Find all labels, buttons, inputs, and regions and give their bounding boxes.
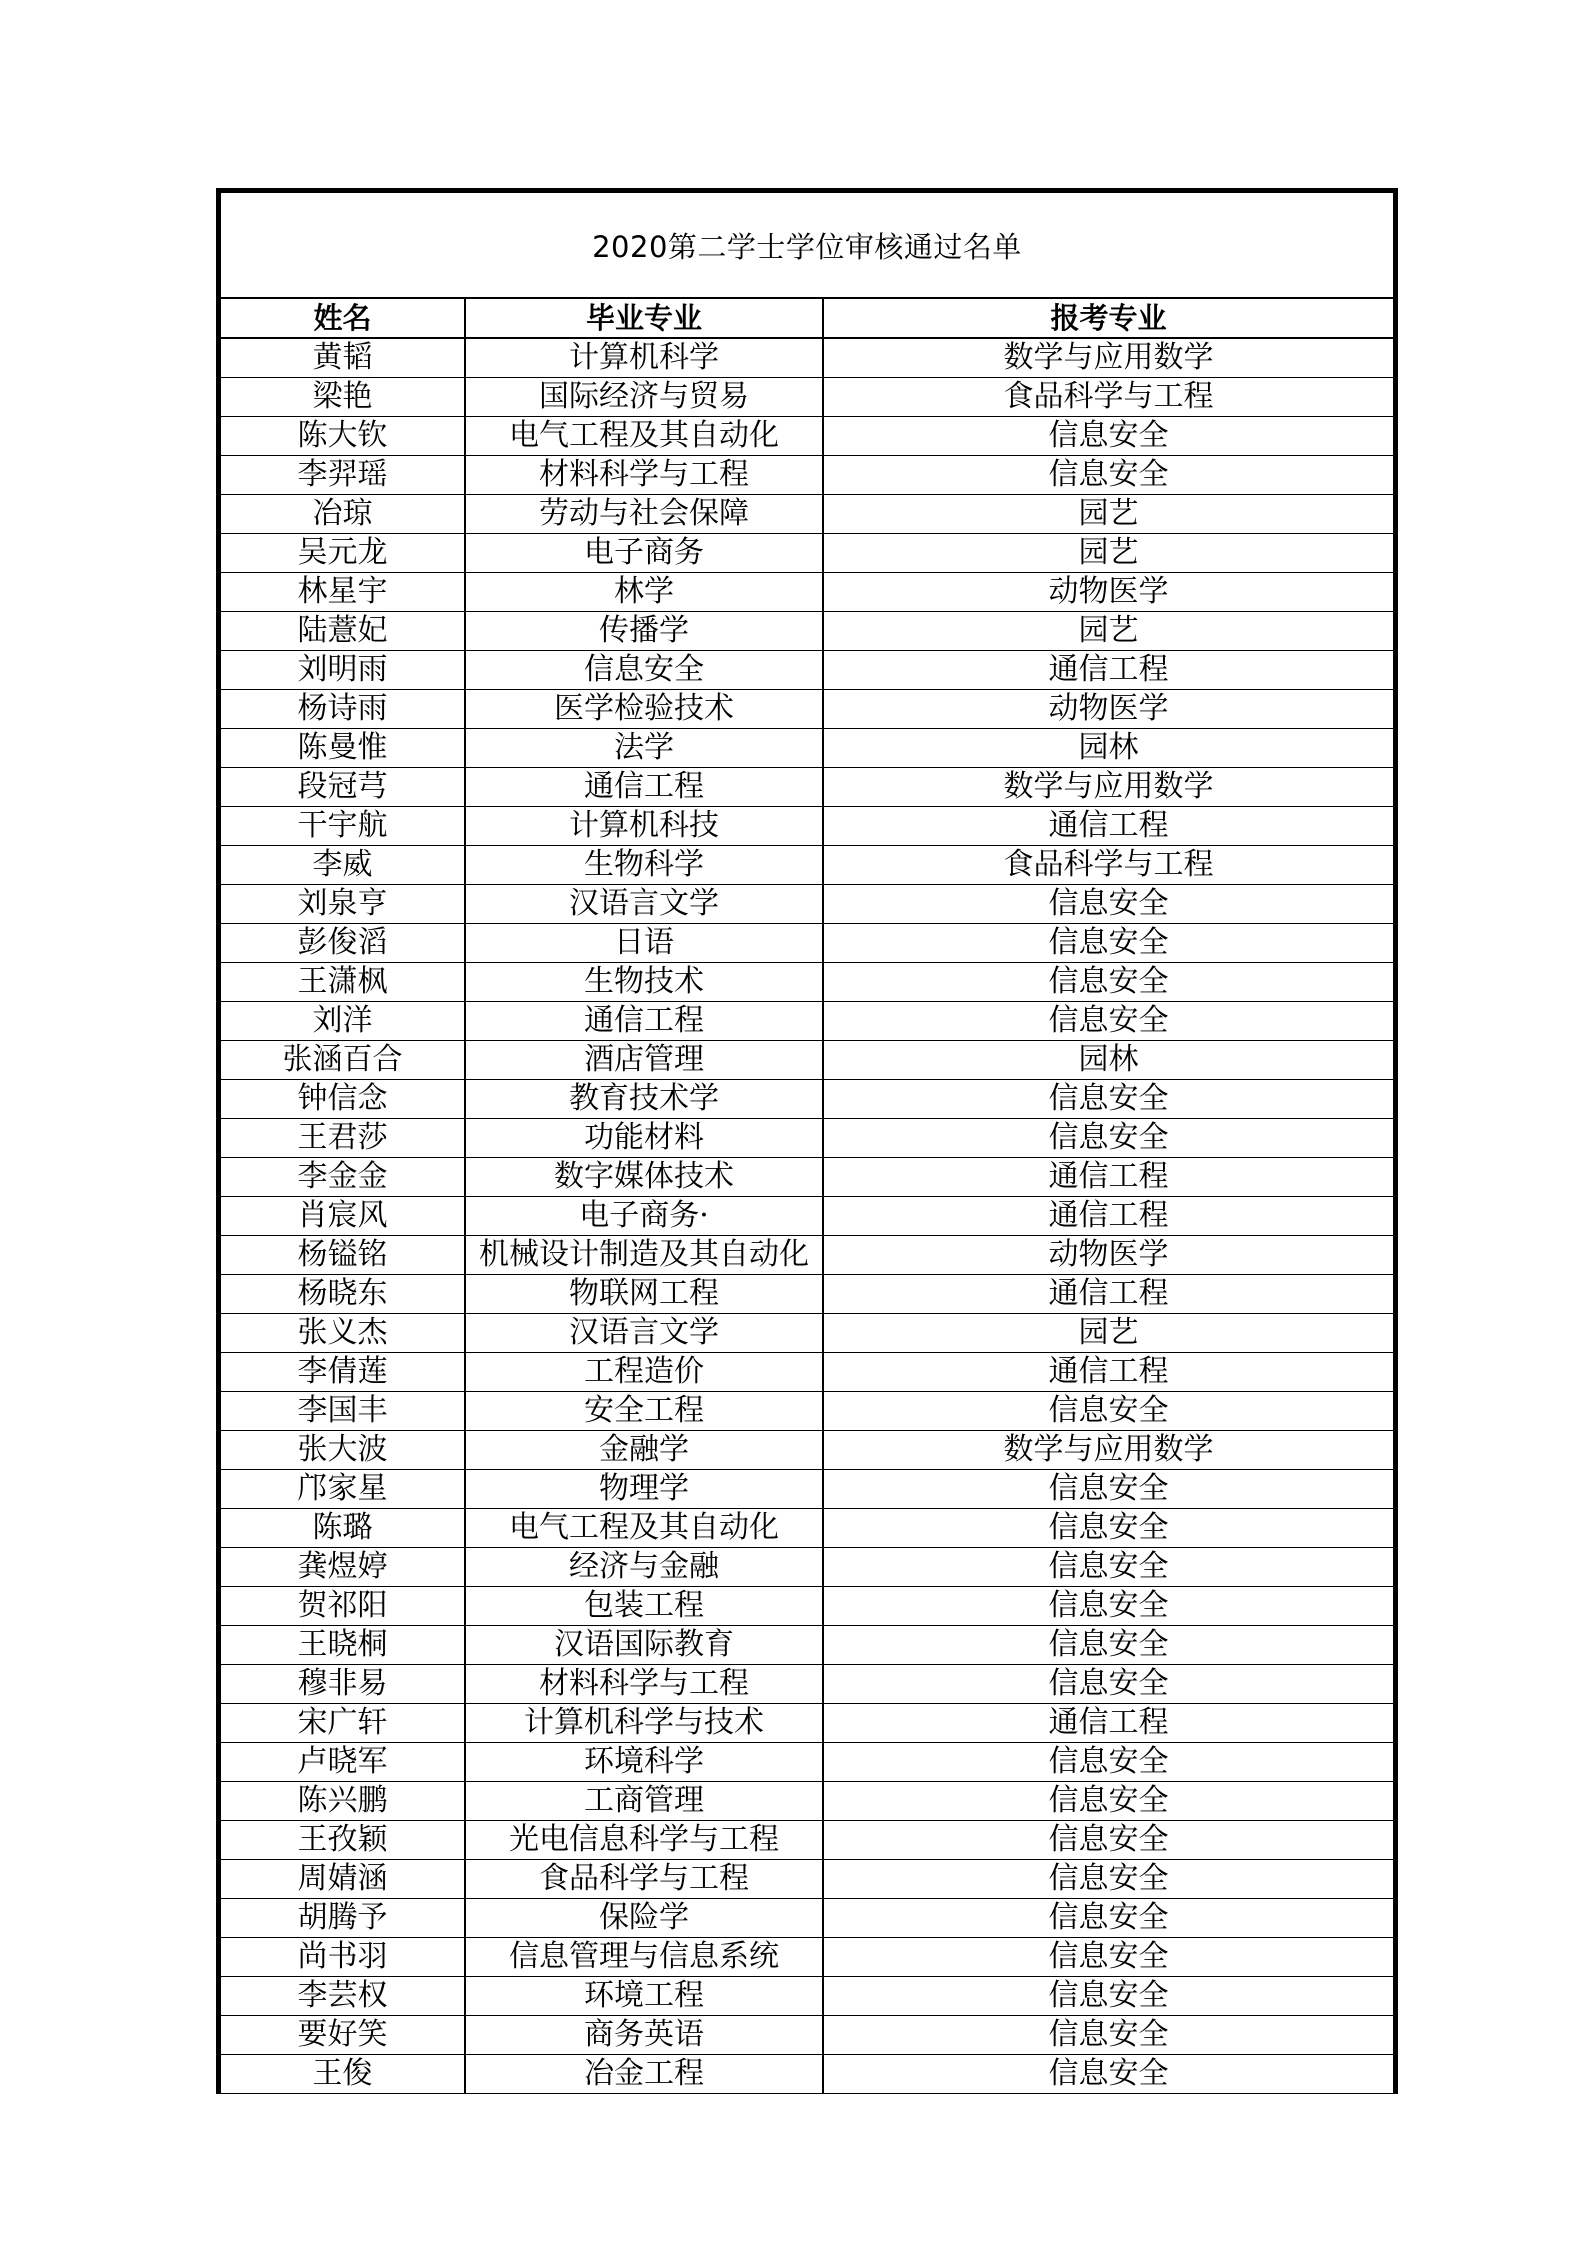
cell-applied-major: 信息安全 [823,1080,1393,1119]
cell-applied-major: 信息安全 [823,1002,1393,1041]
cell-graduated-major: 传播学 [465,612,823,651]
cell-graduated-major: 功能材料 [465,1119,823,1158]
cell-graduated-major: 经济与金融 [465,1548,823,1587]
cell-applied-major: 动物医学 [823,1236,1393,1275]
cell-graduated-major: 安全工程 [465,1392,823,1431]
cell-applied-major: 信息安全 [823,1119,1393,1158]
table-row [221,651,1393,690]
cell-graduated-major: 通信工程 [465,1002,823,1041]
cell-graduated-major: 日语 [465,924,823,963]
table-row [221,1509,1393,1548]
cell-applied-major: 动物医学 [823,690,1393,729]
table-row [221,1782,1393,1821]
cell-applied-major: 信息安全 [823,1743,1393,1782]
cell-name: 黄韬 [221,338,465,378]
cell-applied-major: 动物医学 [823,573,1393,612]
cell-name: 钟信念 [221,1080,465,1119]
cell-applied-major: 信息安全 [823,1626,1393,1665]
table-row [221,1665,1393,1704]
cell-applied-major: 信息安全 [823,1548,1393,1587]
table-row [221,534,1393,573]
cell-name: 干宇航 [221,807,465,846]
cell-applied-major: 信息安全 [823,1899,1393,1938]
cell-applied-major: 园艺 [823,612,1393,651]
table-row [221,1470,1393,1509]
cell-graduated-major: 国际经济与贸易 [465,378,823,417]
cell-name: 陆薏妃 [221,612,465,651]
table-title: 2020第二学士学位审核通过名单 [221,193,1393,299]
table-row [221,807,1393,846]
cell-name: 李芸权 [221,1977,465,2016]
cell-graduated-major: 电气工程及其自动化 [465,417,823,456]
table-row [221,846,1393,885]
table-row [221,612,1393,651]
header-name: 姓名 [221,299,465,338]
cell-graduated-major: 劳动与社会保障 [465,495,823,534]
table-row [221,573,1393,612]
cell-applied-major: 数学与应用数学 [823,1431,1393,1470]
cell-graduated-major: 材料科学与工程 [465,456,823,495]
table-row [221,1119,1393,1158]
cell-applied-major: 信息安全 [823,1977,1393,2016]
cell-graduated-major: 光电信息科学与工程 [465,1821,823,1860]
table-row [221,2055,1393,2094]
cell-name: 宋广轩 [221,1704,465,1743]
cell-graduated-major: 电子商务 [465,534,823,573]
cell-applied-major: 信息安全 [823,2016,1393,2055]
table-row [221,1431,1393,1470]
cell-applied-major: 园艺 [823,534,1393,573]
table-row [221,1548,1393,1587]
cell-graduated-major: 汉语言文学 [465,885,823,924]
cell-name: 杨镒铭 [221,1236,465,1275]
cell-graduated-major: 信息管理与信息系统 [465,1938,823,1977]
cell-name: 张涵百合 [221,1041,465,1080]
cell-graduated-major: 物联网工程 [465,1275,823,1314]
cell-applied-major: 通信工程 [823,1275,1393,1314]
cell-name: 杨诗雨 [221,690,465,729]
cell-name: 李威 [221,846,465,885]
header-graduated-major: 毕业专业 [465,299,823,338]
cell-applied-major: 园林 [823,729,1393,768]
table-row [221,885,1393,924]
cell-graduated-major: 电气工程及其自动化 [465,1509,823,1548]
cell-applied-major: 信息安全 [823,1860,1393,1899]
cell-applied-major: 通信工程 [823,1158,1393,1197]
cell-name: 李倩莲 [221,1353,465,1392]
cell-applied-major: 信息安全 [823,2055,1393,2094]
cell-graduated-major: 汉语言文学 [465,1314,823,1353]
table-row [221,495,1393,534]
cell-graduated-major: 工程造价 [465,1353,823,1392]
cell-name: 李羿瑶 [221,456,465,495]
cell-name: 王俊 [221,2055,465,2094]
cell-graduated-major: 电子商务· [465,1197,823,1236]
table-row [221,1821,1393,1860]
table-row [221,378,1393,417]
cell-name: 李国丰 [221,1392,465,1431]
table-row [221,1977,1393,2016]
cell-graduated-major: 环境工程 [465,1977,823,2016]
cell-name: 要好笑 [221,2016,465,2055]
cell-name: 刘洋 [221,1002,465,1041]
cell-name: 尚书羽 [221,1938,465,1977]
spreadsheet-table [216,188,1398,2094]
cell-name: 梁艳 [221,378,465,417]
cell-graduated-major: 医学检验技术 [465,690,823,729]
table-row [221,456,1393,495]
cell-applied-major: 园艺 [823,1314,1393,1353]
roster-table [221,299,1393,2094]
cell-name: 王君莎 [221,1119,465,1158]
cell-name: 杨晓东 [221,1275,465,1314]
cell-graduated-major: 数字媒体技术 [465,1158,823,1197]
cell-applied-major: 信息安全 [823,1665,1393,1704]
table-row [221,1236,1393,1275]
table-row [221,1392,1393,1431]
cell-graduated-major: 通信工程 [465,768,823,807]
table-row [221,690,1393,729]
cell-name: 林星宇 [221,573,465,612]
cell-applied-major: 信息安全 [823,1470,1393,1509]
cell-name: 卢晓军 [221,1743,465,1782]
cell-applied-major: 信息安全 [823,1587,1393,1626]
cell-name: 周婧涵 [221,1860,465,1899]
cell-name: 胡腾予 [221,1899,465,1938]
cell-name: 吴元龙 [221,534,465,573]
cell-graduated-major: 生物科学 [465,846,823,885]
cell-applied-major: 信息安全 [823,1509,1393,1548]
table-row [221,1353,1393,1392]
table-row [221,338,1393,378]
cell-name: 刘泉亨 [221,885,465,924]
cell-applied-major: 园林 [823,1041,1393,1080]
table-row [221,1938,1393,1977]
cell-applied-major: 信息安全 [823,1782,1393,1821]
cell-applied-major: 通信工程 [823,807,1393,846]
cell-graduated-major: 环境科学 [465,1743,823,1782]
cell-graduated-major: 信息安全 [465,651,823,690]
cell-graduated-major: 计算机科学与技术 [465,1704,823,1743]
header-row [221,299,1393,338]
cell-name: 穆非易 [221,1665,465,1704]
cell-graduated-major: 林学 [465,573,823,612]
cell-name: 王潇枫 [221,963,465,1002]
table-row [221,768,1393,807]
cell-name: 龚煜婷 [221,1548,465,1587]
cell-name: 贺祁阳 [221,1587,465,1626]
table-row [221,729,1393,768]
cell-applied-major: 信息安全 [823,1392,1393,1431]
cell-name: 张大波 [221,1431,465,1470]
cell-name: 彭俊滔 [221,924,465,963]
cell-graduated-major: 商务英语 [465,2016,823,2055]
cell-name: 邝家星 [221,1470,465,1509]
cell-name: 陈兴鹏 [221,1782,465,1821]
cell-applied-major: 通信工程 [823,1197,1393,1236]
cell-graduated-major: 教育技术学 [465,1080,823,1119]
cell-applied-major: 食品科学与工程 [823,378,1393,417]
cell-applied-major: 信息安全 [823,417,1393,456]
cell-graduated-major: 冶金工程 [465,2055,823,2094]
cell-applied-major: 信息安全 [823,924,1393,963]
table-row [221,1587,1393,1626]
cell-graduated-major: 食品科学与工程 [465,1860,823,1899]
cell-graduated-major: 汉语国际教育 [465,1626,823,1665]
cell-graduated-major: 计算机科技 [465,807,823,846]
table-row [221,1158,1393,1197]
cell-applied-major: 通信工程 [823,1353,1393,1392]
table-row [221,1197,1393,1236]
cell-applied-major: 数学与应用数学 [823,338,1393,378]
table-row [221,1002,1393,1041]
cell-name: 陈大钦 [221,417,465,456]
cell-applied-major: 信息安全 [823,1938,1393,1977]
table-row [221,1743,1393,1782]
cell-name: 陈曼惟 [221,729,465,768]
table-row [221,2016,1393,2055]
cell-name: 肖宸风 [221,1197,465,1236]
cell-graduated-major: 工商管理 [465,1782,823,1821]
table-row [221,1041,1393,1080]
cell-graduated-major: 材料科学与工程 [465,1665,823,1704]
header-applied-major: 报考专业 [823,299,1393,338]
cell-name: 陈璐 [221,1509,465,1548]
table-row [221,1860,1393,1899]
cell-applied-major: 通信工程 [823,1704,1393,1743]
table-row [221,924,1393,963]
cell-graduated-major: 生物技术 [465,963,823,1002]
cell-name: 段冠芎 [221,768,465,807]
cell-applied-major: 食品科学与工程 [823,846,1393,885]
cell-name: 刘明雨 [221,651,465,690]
cell-applied-major: 信息安全 [823,963,1393,1002]
cell-applied-major: 信息安全 [823,885,1393,924]
table-row [221,1275,1393,1314]
cell-applied-major: 信息安全 [823,1821,1393,1860]
cell-graduated-major: 金融学 [465,1431,823,1470]
cell-name: 王孜颖 [221,1821,465,1860]
table-row [221,963,1393,1002]
cell-applied-major: 通信工程 [823,651,1393,690]
cell-graduated-major: 物理学 [465,1470,823,1509]
cell-graduated-major: 酒店管理 [465,1041,823,1080]
cell-applied-major: 园艺 [823,495,1393,534]
cell-graduated-major: 保险学 [465,1899,823,1938]
table-row [221,1626,1393,1665]
cell-graduated-major: 计算机科学 [465,338,823,378]
cell-name: 李金金 [221,1158,465,1197]
table-row [221,417,1393,456]
table-body [221,338,1393,2094]
cell-name: 张义杰 [221,1314,465,1353]
cell-name: 王晓桐 [221,1626,465,1665]
cell-applied-major: 信息安全 [823,456,1393,495]
table-row [221,1704,1393,1743]
cell-name: 冶琼 [221,495,465,534]
table-row [221,1080,1393,1119]
cell-graduated-major: 法学 [465,729,823,768]
cell-applied-major: 数学与应用数学 [823,768,1393,807]
table-row [221,1899,1393,1938]
cell-graduated-major: 包装工程 [465,1587,823,1626]
table-row [221,1314,1393,1353]
cell-graduated-major: 机械设计制造及其自动化 [465,1236,823,1275]
